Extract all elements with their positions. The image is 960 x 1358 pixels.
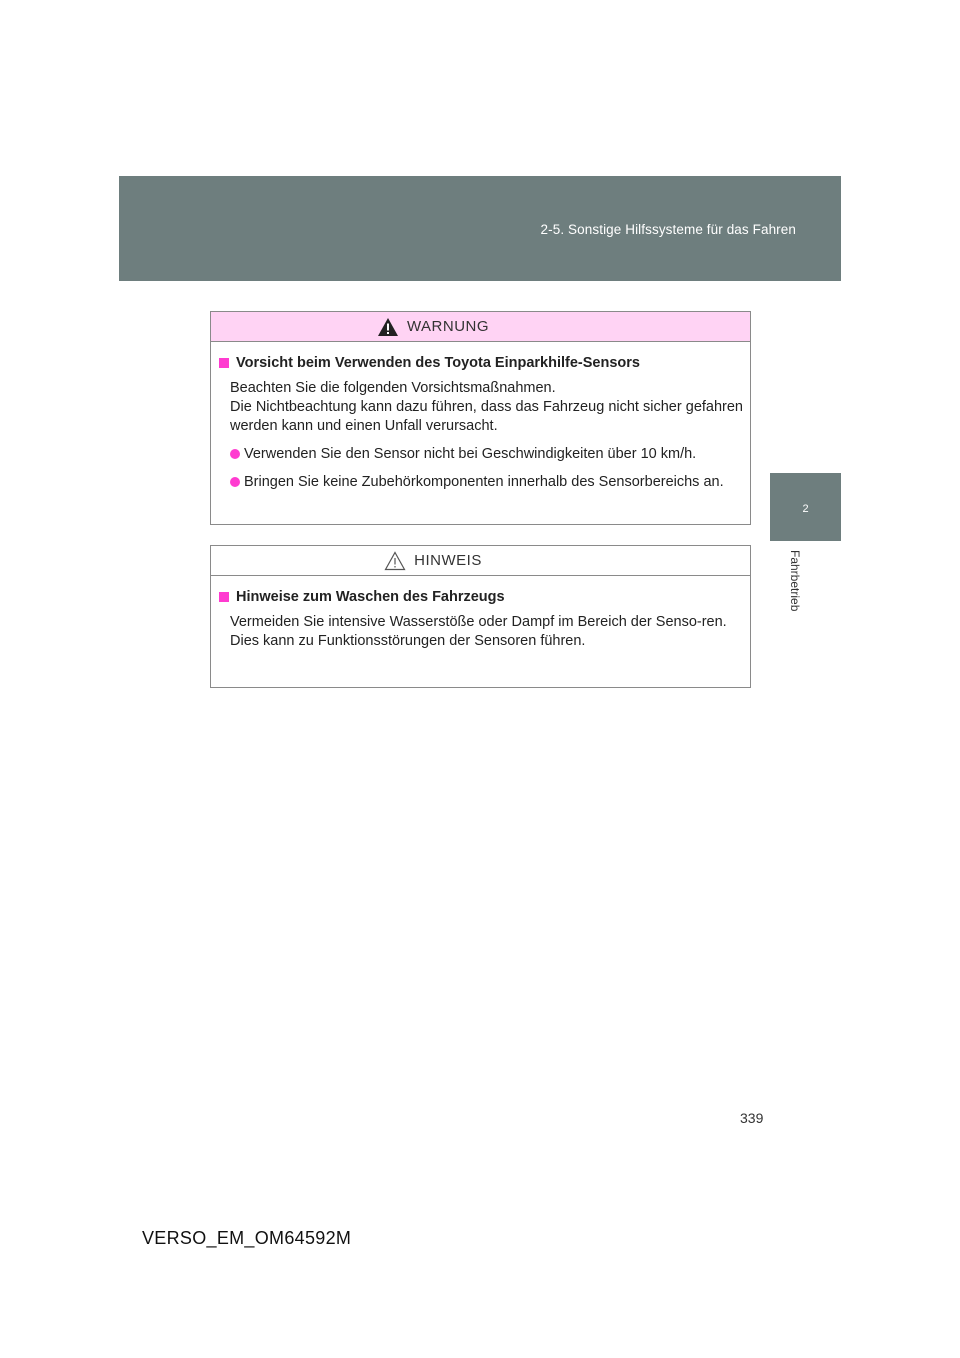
section-title: 2-5. Sonstige Hilfssysteme für das Fahren [540,222,796,237]
document-code: VERSO_EM_OM64592M [142,1228,352,1248]
warning-paragraph-line2: Die Nichtbeachtung kann dazu führen, dass das Fahrzeug nicht sicher gefahren werden kann und einen Unfall verursacht. [230,399,743,434]
circle-bullet-icon [230,449,240,459]
warning-bullet-text: Bringen Sie keine Zubehörkomponenten innerhalb des Sensorbereichs an. [244,474,724,490]
warning-item-heading-text: Vorsicht beim Verwenden des Toyota Einparkhilfe-Sensors [236,355,640,371]
warning-box [210,311,751,525]
note-box [210,545,751,688]
warning-bullet-item [219,445,743,464]
warning-box-body [211,342,750,492]
warning-triangle-icon [377,317,399,337]
note-paragraph-line2: Dies kann zu Funktionsstörungen der Sensoren führen. [230,633,586,649]
section-header-band [119,176,841,281]
caution-outline-triangle-icon [384,551,406,571]
note-paragraph-line1: Vermeiden Sie intensive Wasserstöße oder Dampf im Bereich der Senso-ren. [230,614,727,630]
square-bullet-icon [219,592,229,602]
note-box-body [211,576,750,651]
warning-item-heading [219,354,743,373]
warning-title: WARNUNG [406,318,490,335]
note-paragraph [219,613,743,651]
square-bullet-icon [219,358,229,368]
note-box-header [211,546,750,576]
note-item-heading [219,588,743,607]
chapter-number: 2 [802,503,809,515]
page-number: 339 [740,1110,764,1126]
circle-bullet-icon [230,477,240,487]
warning-bullet-text: Verwenden Sie den Sensor nicht bei Geschwindigkeiten über 10 km/h. [244,446,697,462]
warning-box-header [211,312,750,342]
note-title: HINWEIS [414,552,482,569]
warning-paragraph-line1: Beachten Sie die folgenden Vorsichtsmaßnahmen. [230,380,556,396]
chapter-tab [770,473,841,541]
chapter-label: Fahrbetrieb [788,550,802,612]
warning-paragraph [219,379,743,436]
warning-bullet-item [219,473,743,492]
note-item-heading-text: Hinweise zum Waschen des Fahrzeugs [236,589,505,605]
